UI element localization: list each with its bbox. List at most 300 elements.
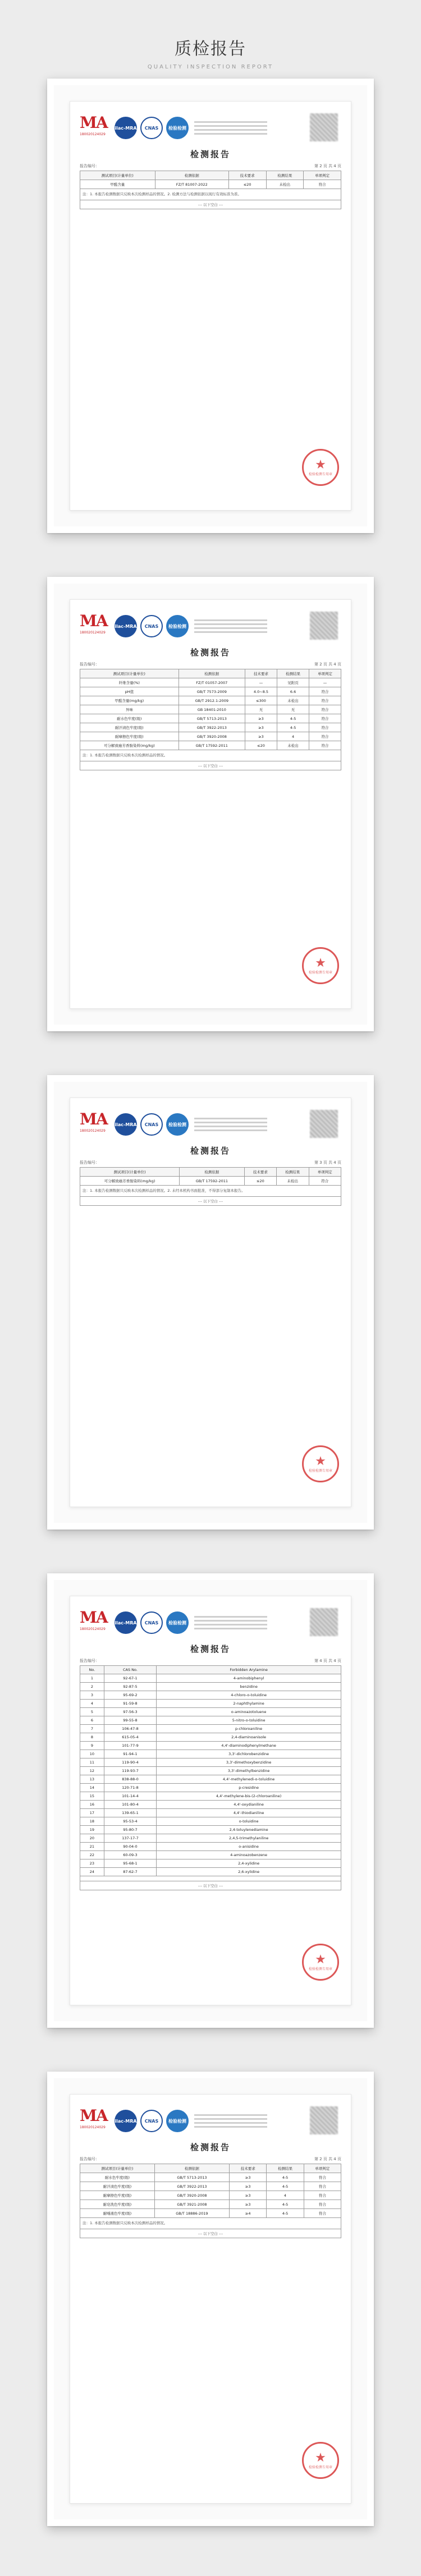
- table-cell: 60-09-3: [104, 1851, 156, 1859]
- report-notes: 注：1. 本报告检测数据只反映本次检测样品的情况。2. 未经本机构书面批准，不得部分复制本报告。: [80, 1186, 341, 1197]
- cma-logo: MA 180020124029: [80, 1110, 107, 1133]
- table-cell: 耐水色牢度(级): [80, 714, 179, 723]
- table-cell: GB/T 17592-2011: [180, 1177, 244, 1186]
- table-cell: 4-aminobiphenyl: [157, 1674, 341, 1683]
- cnas-logo: CNAS: [140, 1611, 163, 1634]
- table-cell: 4,4'-methylene-bis-(2-chloroaniline): [157, 1792, 341, 1801]
- column-header: 测试项目(计量单位): [80, 171, 155, 180]
- column-header: 测试项目(计量单位): [80, 669, 179, 678]
- table-cell: 6: [80, 1716, 104, 1725]
- results-table: [80, 1167, 341, 1186]
- column-header: 测试项目(计量单位): [80, 2164, 155, 2173]
- cert-logo: 检验检测: [166, 117, 189, 139]
- table-cell: 4-5: [267, 2209, 304, 2218]
- table-cell: 95-80-7: [104, 1826, 156, 1834]
- table-cell: 5: [80, 1708, 104, 1716]
- inspection-seal: ★ 检验检测专用章: [302, 449, 339, 486]
- table-cell: 耐汗渍色牢度(级): [80, 2182, 155, 2191]
- table-cell: 可分解致癌芳香胺染料(mg/kg): [80, 1177, 180, 1186]
- table-row: [80, 696, 341, 705]
- table-row: [80, 732, 341, 741]
- table-cell: 20: [80, 1834, 104, 1843]
- table-row: [80, 1177, 341, 1186]
- star-icon: ★: [315, 457, 326, 472]
- table-cell: p-chloroaniline: [157, 1725, 341, 1733]
- inspection-seal: ★ 检验检测专用章: [302, 1445, 339, 1482]
- blank-marker: --- 以下空白 ---: [80, 761, 341, 770]
- table-cell: —: [309, 678, 341, 687]
- table-cell: 4-5: [277, 714, 309, 723]
- table-cell: 甲醛含量(mg/kg): [80, 696, 179, 705]
- page-number: 第 2 页 共 4 页: [314, 164, 341, 168]
- table-row: [80, 687, 341, 696]
- qr-code-icon: [310, 2106, 338, 2134]
- table-cell: 4-5: [267, 2173, 304, 2182]
- column-header: 检测结果: [277, 669, 309, 678]
- table-row: [80, 741, 341, 750]
- table-row: [80, 1767, 341, 1775]
- table-cell: ≤20: [245, 741, 277, 750]
- report-number: 报告编号：: [80, 164, 99, 168]
- table-cell: 19: [80, 1826, 104, 1834]
- inspection-seal: ★ 检验检测专用章: [302, 1944, 339, 1981]
- table-cell: GB/T 2912.1-2009: [179, 696, 245, 705]
- cma-logo: MA 180020124029: [80, 1608, 107, 1631]
- table-cell: 耐摩擦色牢度(级): [80, 732, 179, 741]
- column-header: 技术要求: [228, 171, 266, 180]
- table-row: [80, 1775, 341, 1784]
- table-cell: 101-77-9: [104, 1742, 156, 1750]
- table-cell: 符合: [304, 2191, 341, 2200]
- report-paper: [70, 1098, 351, 1507]
- table-cell: GB/T 3921-2008: [154, 2200, 229, 2209]
- table-row: [80, 1851, 341, 1859]
- report-number: 报告编号：: [80, 1659, 99, 1663]
- cert-logo: 检验检测: [166, 1113, 189, 1136]
- table-cell: 4-aminoazobenzene: [157, 1851, 341, 1859]
- table-cell: 3,3'-dimethoxybenzidine: [157, 1758, 341, 1767]
- table-cell: ≥3: [230, 2182, 267, 2191]
- table-cell: 符合: [309, 714, 341, 723]
- table-row: [80, 1826, 341, 1834]
- table-cell: ≤300: [245, 696, 277, 705]
- logo-bar: [80, 112, 341, 144]
- page-subtitle: QUALITY INSPECTION REPORT: [147, 64, 274, 70]
- column-header: No.: [80, 1666, 104, 1674]
- report-number: 报告编号：: [80, 2157, 99, 2161]
- table-cell: ≥3: [230, 2200, 267, 2209]
- blank-marker: --- 以下空白 ---: [80, 2229, 341, 2238]
- report-title: 检测报告: [190, 648, 231, 658]
- logo-bar: [80, 610, 341, 642]
- table-cell: 3,3'-dichlorobenzidine: [157, 1750, 341, 1758]
- table-cell: 91-94-1: [104, 1750, 156, 1758]
- column-header: 测试项目(计量单位): [80, 1168, 180, 1177]
- star-icon: ★: [315, 2450, 326, 2465]
- star-icon: ★: [315, 1454, 326, 1468]
- table-cell: 可分解致癌芳香胺染料(mg/kg): [80, 741, 179, 750]
- table-cell: 4,4'-diaminodiphenylmethane: [157, 1742, 341, 1750]
- logo-bar: [80, 2105, 341, 2137]
- report-paper: [70, 599, 351, 1009]
- cnas-logo: CNAS: [140, 1113, 163, 1136]
- table-header-row: [80, 171, 341, 180]
- table-cell: GB/T 3922-2013: [154, 2182, 229, 2191]
- table-cell: 101-14-4: [104, 1792, 156, 1801]
- table-cell: 符合: [309, 732, 341, 741]
- report-notes: 注：1. 本报告检测数据只反映本次检测样品的情况。2. 检测方法与检测依据以现行有效标准为准。: [80, 189, 341, 200]
- report-paper: [70, 2094, 351, 2504]
- table-cell: 符合: [309, 687, 341, 696]
- cnas-logo: CNAS: [140, 615, 163, 637]
- table-row: [80, 723, 341, 732]
- column-header: 检测结果: [266, 171, 304, 180]
- report-frame: [47, 1075, 374, 1530]
- table-cell: 无: [245, 705, 277, 714]
- table-cell: 8: [80, 1733, 104, 1742]
- table-row: [80, 1817, 341, 1826]
- table-cell: 95-68-1: [104, 1859, 156, 1868]
- star-icon: ★: [315, 1952, 326, 1967]
- cnas-logo: CNAS: [140, 117, 163, 139]
- column-header: 检测依据: [180, 1168, 244, 1177]
- table-cell: 99-55-8: [104, 1716, 156, 1725]
- table-row: [80, 705, 341, 714]
- table-cell: 符合: [309, 741, 341, 750]
- table-header-row: [80, 669, 341, 678]
- cert-logo: 检验检测: [166, 615, 189, 637]
- table-cell: 耐摩擦色牢度(级): [80, 2191, 155, 2200]
- logo-bar: [80, 1607, 341, 1638]
- report-meta: [80, 163, 341, 169]
- report-notes: 注：1. 本报告检测数据只反映本次检测样品的情况。: [80, 2218, 341, 2229]
- column-header: Forbidden Arylamine: [157, 1666, 341, 1674]
- table-row: [80, 1784, 341, 1792]
- table-cell: GB/T 3922-2013: [179, 723, 245, 732]
- table-cell: 119-90-4: [104, 1758, 156, 1767]
- table-cell: 92-87-5: [104, 1683, 156, 1691]
- cert-logo: 检验检测: [166, 2110, 189, 2132]
- table-cell: 符合: [304, 2200, 341, 2209]
- table-cell: ≥4: [230, 2209, 267, 2218]
- table-cell: ≥3: [245, 723, 277, 732]
- table-row: [80, 2173, 341, 2182]
- table-row: [80, 2182, 341, 2191]
- column-header: 检测依据: [154, 2164, 229, 2173]
- report-number: 报告编号：: [80, 662, 99, 667]
- table-cell: 838-88-0: [104, 1775, 156, 1784]
- table-cell: 符合: [309, 705, 341, 714]
- column-header: 检测依据: [155, 171, 228, 180]
- table-cell: 6.6: [277, 687, 309, 696]
- column-header: 检测结果: [267, 2164, 304, 2173]
- table-cell: benzidine: [157, 1683, 341, 1691]
- ilac-logo: ilac-MRA: [115, 1113, 137, 1136]
- table-cell: 17: [80, 1809, 104, 1817]
- table-cell: 异味: [80, 705, 179, 714]
- table-cell: 9: [80, 1742, 104, 1750]
- table-cell: ≥3: [230, 2191, 267, 2200]
- table-cell: 耐水色牢度(级): [80, 2173, 155, 2182]
- column-header: 单项判定: [309, 669, 341, 678]
- table-cell: 4: [267, 2191, 304, 2200]
- cma-logo: MA 180020124029: [80, 113, 107, 136]
- table-cell: ≥3: [245, 732, 277, 741]
- page-header: [0, 0, 421, 79]
- inspection-seal: ★ 检验检测专用章: [302, 2442, 339, 2479]
- report-meta: [80, 1658, 341, 1664]
- table-cell: 24: [80, 1868, 104, 1876]
- report-frame: [47, 2072, 374, 2526]
- table-cell: 3,3'-dimethylbenzidine: [157, 1767, 341, 1775]
- table-cell: 符合: [309, 1177, 341, 1186]
- table-cell: 未检出: [277, 1177, 309, 1186]
- table-row: [80, 1809, 341, 1817]
- report-title: 检测报告: [190, 149, 231, 159]
- page-number: 第 2 页 共 4 页: [314, 662, 341, 667]
- results-table: [80, 171, 341, 189]
- table-cell: 11: [80, 1758, 104, 1767]
- table-cell: 符合: [304, 2209, 341, 2218]
- table-row: [80, 1859, 341, 1868]
- table-cell: FZ/T 81007-2022: [155, 180, 228, 189]
- table-cell: 16: [80, 1801, 104, 1809]
- table-cell: 2: [80, 1683, 104, 1691]
- table-cell: 92-67-1: [104, 1674, 156, 1683]
- table-row: [80, 180, 341, 189]
- table-cell: 纤维含量(%): [80, 678, 179, 687]
- table-row: [80, 1674, 341, 1683]
- table-cell: 4-5: [277, 723, 309, 732]
- report-number: 报告编号：: [80, 1160, 99, 1165]
- inspection-seal: ★ 检验检测专用章: [302, 947, 339, 984]
- table-cell: GB/T 5713-2013: [154, 2173, 229, 2182]
- page-number: 第 3 页 共 4 页: [314, 1160, 341, 1165]
- star-icon: ★: [315, 956, 326, 970]
- table-cell: o-anisidine: [157, 1843, 341, 1851]
- table-cell: —: [245, 678, 277, 687]
- table-cell: GB/T 3920-2008: [179, 732, 245, 741]
- table-cell: ≥3: [230, 2173, 267, 2182]
- column-header: 技术要求: [230, 2164, 267, 2173]
- table-cell: GB/T 18886-2019: [154, 2209, 229, 2218]
- table-cell: 97-56-3: [104, 1708, 156, 1716]
- report-frame: [47, 1573, 374, 2028]
- table-row: [80, 1750, 341, 1758]
- report-meta: [80, 2156, 341, 2162]
- table-cell: 106-47-8: [104, 1725, 156, 1733]
- results-table: [80, 2164, 341, 2218]
- report-title: 检测报告: [190, 1644, 231, 1654]
- table-header-row: [80, 2164, 341, 2173]
- qr-code-icon: [310, 113, 338, 141]
- table-header-row: [80, 1666, 341, 1674]
- table-row: [80, 2209, 341, 2218]
- column-header: 检测依据: [179, 669, 245, 678]
- table-cell: 120-71-8: [104, 1784, 156, 1792]
- table-cell: 4-chloro-o-toluidine: [157, 1691, 341, 1700]
- table-cell: ≤20: [244, 1177, 276, 1186]
- address-lines: [194, 1614, 267, 1632]
- table-cell: 符合: [304, 180, 341, 189]
- column-header: 技术要求: [244, 1168, 276, 1177]
- table-cell: 符合: [304, 2173, 341, 2182]
- column-header: 检测结果: [277, 1168, 309, 1177]
- ilac-logo: ilac-MRA: [115, 615, 137, 637]
- table-cell: 7: [80, 1725, 104, 1733]
- report-notes: [80, 1876, 341, 1881]
- column-header: 单项判定: [309, 1168, 341, 1177]
- table-cell: 22: [80, 1851, 104, 1859]
- table-cell: 91-59-8: [104, 1700, 156, 1708]
- table-row: [80, 678, 341, 687]
- table-header-row: [80, 1168, 341, 1177]
- table-row: [80, 1683, 341, 1691]
- table-row: [80, 2191, 341, 2200]
- table-row: [80, 1733, 341, 1742]
- table-cell: ≤20: [228, 180, 266, 189]
- table-cell: 23: [80, 1859, 104, 1868]
- table-row: [80, 1742, 341, 1750]
- address-lines: [194, 119, 267, 137]
- report-frame: [47, 577, 374, 1031]
- table-cell: 4-5: [267, 2182, 304, 2191]
- table-cell: 未检出: [277, 696, 309, 705]
- report-meta: [80, 662, 341, 667]
- table-cell: 139-65-1: [104, 1809, 156, 1817]
- qr-code-icon: [310, 1608, 338, 1636]
- ilac-logo: ilac-MRA: [115, 2110, 137, 2132]
- report-paper: [70, 1596, 351, 2005]
- table-cell: 符合: [309, 696, 341, 705]
- report-frame: [47, 79, 374, 533]
- table-cell: 符合: [309, 723, 341, 732]
- table-cell: 5-nitro-o-toluidine: [157, 1716, 341, 1725]
- table-row: [80, 1792, 341, 1801]
- table-cell: o-toluidine: [157, 1817, 341, 1826]
- table-cell: 耐皂洗色牢度(级): [80, 2200, 155, 2209]
- page-number: 第 2 页 共 4 页: [314, 2157, 341, 2161]
- table-cell: ≥3: [245, 714, 277, 723]
- table-cell: 137-17-7: [104, 1834, 156, 1843]
- table-cell: 2,4-xylidine: [157, 1859, 341, 1868]
- table-cell: pH值: [80, 687, 179, 696]
- table-cell: 4: [277, 732, 309, 741]
- results-table: [80, 1665, 341, 1876]
- column-header: 单项判定: [304, 171, 341, 180]
- cert-logo: 检验检测: [166, 1611, 189, 1634]
- column-header: CAS No.: [104, 1666, 156, 1674]
- table-cell: 见附页: [277, 678, 309, 687]
- column-header: 单项判定: [304, 2164, 341, 2173]
- ilac-logo: ilac-MRA: [115, 117, 137, 139]
- table-row: [80, 1716, 341, 1725]
- table-cell: GB/T 17592-2011: [179, 741, 245, 750]
- table-row: [80, 1708, 341, 1716]
- table-cell: 119-93-7: [104, 1767, 156, 1775]
- table-cell: 4,4'-oxydianiline: [157, 1801, 341, 1809]
- table-cell: 12: [80, 1767, 104, 1775]
- cma-logo: MA 180020124029: [80, 2106, 107, 2129]
- report-paper: [70, 101, 351, 511]
- table-cell: 3: [80, 1691, 104, 1700]
- table-cell: 耐汗渍色牢度(级): [80, 723, 179, 732]
- table-cell: 未检出: [266, 180, 304, 189]
- table-row: [80, 714, 341, 723]
- table-cell: p-cresidine: [157, 1784, 341, 1792]
- table-row: [80, 1700, 341, 1708]
- table-cell: 101-80-4: [104, 1801, 156, 1809]
- table-row: [80, 1834, 341, 1843]
- table-cell: 14: [80, 1784, 104, 1792]
- table-row: [80, 1725, 341, 1733]
- table-cell: 615-05-4: [104, 1733, 156, 1742]
- table-cell: GB 18401-2010: [179, 705, 245, 714]
- cma-logo: MA 180020124029: [80, 612, 107, 635]
- table-cell: 符合: [304, 2182, 341, 2191]
- table-cell: 87-62-7: [104, 1868, 156, 1876]
- table-cell: 15: [80, 1792, 104, 1801]
- table-cell: o-aminoazotoluene: [157, 1708, 341, 1716]
- logo-bar: [80, 1109, 341, 1140]
- table-cell: 95-69-2: [104, 1691, 156, 1700]
- qr-code-icon: [310, 612, 338, 640]
- table-cell: GB/T 3920-2008: [154, 2191, 229, 2200]
- table-row: [80, 1758, 341, 1767]
- address-lines: [194, 1115, 267, 1133]
- table-row: [80, 2200, 341, 2209]
- table-cell: 18: [80, 1817, 104, 1826]
- column-header: 技术要求: [245, 669, 277, 678]
- table-cell: 4-5: [267, 2200, 304, 2209]
- table-row: [80, 1691, 341, 1700]
- table-cell: 2,6-xylidine: [157, 1868, 341, 1876]
- qr-code-icon: [310, 1110, 338, 1138]
- table-cell: 无: [277, 705, 309, 714]
- page-number: 第 4 页 共 4 页: [314, 1659, 341, 1663]
- table-cell: GB/T 5713-2013: [179, 714, 245, 723]
- table-cell: 4.0~8.5: [245, 687, 277, 696]
- table-cell: 95-53-4: [104, 1817, 156, 1826]
- table-cell: 未检出: [277, 741, 309, 750]
- blank-marker: --- 以下空白 ---: [80, 1881, 341, 1890]
- table-cell: 2,4-toluylenediamine: [157, 1826, 341, 1834]
- report-title: 检测报告: [190, 1146, 231, 1156]
- table-cell: 4,4'-methylenedi-o-toluidine: [157, 1775, 341, 1784]
- table-cell: 1: [80, 1674, 104, 1683]
- results-table: [80, 669, 341, 750]
- ilac-logo: ilac-MRA: [115, 1611, 137, 1634]
- table-cell: GB/T 7573-2009: [179, 687, 245, 696]
- table-cell: 13: [80, 1775, 104, 1784]
- page-title: 质检报告: [175, 39, 246, 59]
- blank-marker: --- 以下空白 ---: [80, 200, 341, 209]
- table-cell: FZ/T 01057-2007: [179, 678, 245, 687]
- report-meta: [80, 1160, 341, 1165]
- table-cell: 2-naphthylamine: [157, 1700, 341, 1708]
- address-lines: [194, 617, 267, 635]
- cnas-logo: CNAS: [140, 2110, 163, 2132]
- address-lines: [194, 2112, 267, 2130]
- table-cell: 4: [80, 1700, 104, 1708]
- table-cell: 10: [80, 1750, 104, 1758]
- report-title: 检测报告: [190, 2142, 231, 2152]
- table-cell: 2,4-diaminoanisole: [157, 1733, 341, 1742]
- table-row: [80, 1843, 341, 1851]
- blank-marker: --- 以下空白 ---: [80, 1197, 341, 1206]
- table-cell: 2,4,5-trimethylaniline: [157, 1834, 341, 1843]
- table-cell: 耐唾液色牢度(级): [80, 2209, 155, 2218]
